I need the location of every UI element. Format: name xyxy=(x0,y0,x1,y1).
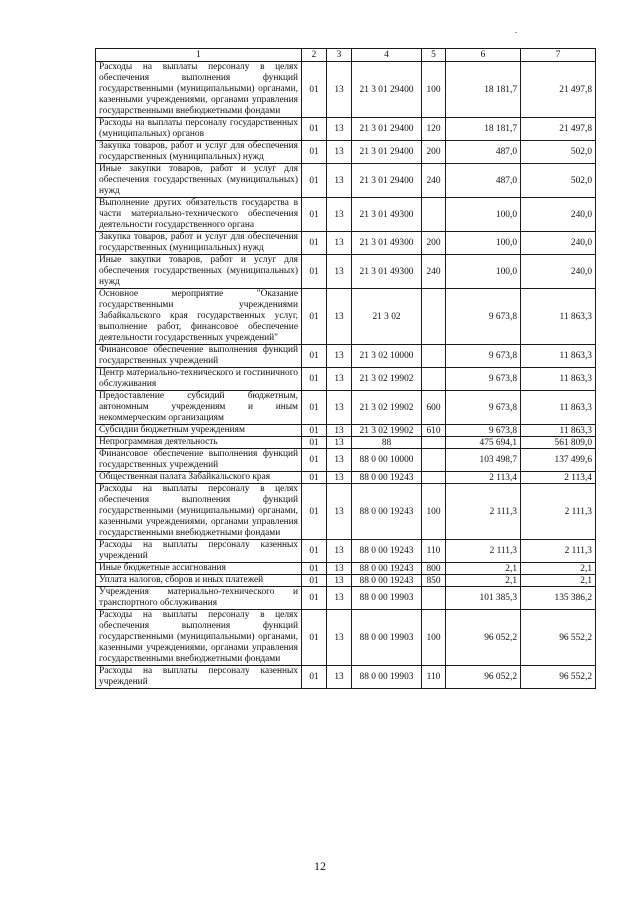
table-row xyxy=(96,425,596,437)
table-row xyxy=(96,198,596,232)
subsection-code: 13 xyxy=(327,484,352,540)
section-code: 01 xyxy=(302,255,327,289)
subsection-code: 13 xyxy=(327,118,352,141)
table-row xyxy=(96,391,596,425)
amount-column-7: 2,1 xyxy=(521,575,596,587)
section-code: 01 xyxy=(302,472,327,484)
expense-type-code: 100 xyxy=(422,62,446,118)
table-row xyxy=(96,563,596,575)
page-number: 12 xyxy=(314,859,326,873)
expense-name: Расходы на выплаты персоналу казенных учреждений xyxy=(96,666,302,689)
header-cell: 6 xyxy=(446,49,521,62)
amount-column-6: 101 385,3 xyxy=(446,587,521,610)
target-article-code: 21 3 01 49300 xyxy=(352,255,422,289)
amount-column-6: 2 111,3 xyxy=(446,484,521,540)
expense-type-code xyxy=(422,289,446,345)
amount-column-6: 2,1 xyxy=(446,563,521,575)
header-cell: 3 xyxy=(327,49,352,62)
expense-name: Субсидии бюджетным учреждениям xyxy=(96,425,302,437)
subsection-code: 13 xyxy=(327,255,352,289)
header-cell: 1 xyxy=(96,49,302,62)
expense-type-code xyxy=(422,587,446,610)
amount-column-7: 2 111,3 xyxy=(521,540,596,563)
table-row xyxy=(96,164,596,198)
section-code: 01 xyxy=(302,345,327,368)
amount-column-6: 18 181,7 xyxy=(446,62,521,118)
amount-column-6: 96 052,2 xyxy=(446,666,521,689)
target-article-code: 88 0 00 19243 xyxy=(352,540,422,563)
expense-type-code: 610 xyxy=(422,425,446,437)
expense-type-code: 200 xyxy=(422,141,446,164)
amount-column-6: 2,1 xyxy=(446,575,521,587)
amount-column-6: 9 673,8 xyxy=(446,391,521,425)
target-article-code: 88 xyxy=(352,437,422,449)
table-row xyxy=(96,449,596,472)
subsection-code: 13 xyxy=(327,666,352,689)
expense-type-code: 240 xyxy=(422,255,446,289)
expense-type-code xyxy=(422,437,446,449)
amount-column-6: 100,0 xyxy=(446,232,521,255)
amount-column-7: 240,0 xyxy=(521,198,596,232)
table-row xyxy=(96,437,596,449)
expense-type-code: 240 xyxy=(422,164,446,198)
subsection-code: 13 xyxy=(327,232,352,255)
expense-type-code xyxy=(422,198,446,232)
expense-type-code: 110 xyxy=(422,540,446,563)
amount-column-6: 475 694,1 xyxy=(446,437,521,449)
target-article-code: 21 3 02 19902 xyxy=(352,425,422,437)
section-code: 01 xyxy=(302,368,327,391)
amount-column-7: 21 497,8 xyxy=(521,118,596,141)
expense-type-code: 100 xyxy=(422,610,446,666)
subsection-code: 13 xyxy=(327,449,352,472)
table-row xyxy=(96,472,596,484)
expense-name: Финансовое обеспечение выполнения функций государственных учреждений xyxy=(96,449,302,472)
amount-column-7: 502,0 xyxy=(521,164,596,198)
amount-column-7: 561 809,0 xyxy=(521,437,596,449)
target-article-code: 21 3 02 10000 xyxy=(352,345,422,368)
target-article-code: 21 3 01 29400 xyxy=(352,141,422,164)
expense-name: Расходы на выплаты персоналу в целях обеспечения выполнения функций государственными (муниципальными) органами, казенными учреждениями, органами управления государственными внебюджетными фондами xyxy=(96,62,302,118)
table-row xyxy=(96,587,596,610)
expense-name: Основное мероприятие "Оказание государственными учреждениями Забайкальского края государственных услуг, выполнение работ, финансовое обеспечение деятельности государственных учреждений" xyxy=(96,289,302,345)
section-code: 01 xyxy=(302,232,327,255)
subsection-code: 13 xyxy=(327,368,352,391)
table-row xyxy=(96,345,596,368)
scan-speck xyxy=(515,32,517,33)
target-article-code: 88 0 00 19243 xyxy=(352,563,422,575)
expense-type-code: 110 xyxy=(422,666,446,689)
header-cell: 4 xyxy=(352,49,422,62)
table-row xyxy=(96,368,596,391)
target-article-code: 88 0 00 19243 xyxy=(352,472,422,484)
expense-name: Иные закупки товаров, работ и услуг для обеспечения государственных (муниципальных) нужд xyxy=(96,164,302,198)
subsection-code: 13 xyxy=(327,345,352,368)
amount-column-7: 137 499,6 xyxy=(521,449,596,472)
expense-name: Закупка товаров, работ и услуг для обеспечения государственных (муниципальных) нужд xyxy=(96,141,302,164)
target-article-code: 21 3 02 19902 xyxy=(352,368,422,391)
amount-column-7: 11 863,3 xyxy=(521,368,596,391)
target-article-code: 88 0 00 19243 xyxy=(352,484,422,540)
table-row xyxy=(96,666,596,689)
table-row xyxy=(96,484,596,540)
target-article-code: 88 0 00 19243 xyxy=(352,575,422,587)
amount-column-6: 487,0 xyxy=(446,141,521,164)
amount-column-7: 96 552,2 xyxy=(521,610,596,666)
expense-name: Уплата налогов, сборов и иных платежей xyxy=(96,575,302,587)
amount-column-7: 2 113,4 xyxy=(521,472,596,484)
table-header-row xyxy=(96,49,596,62)
section-code: 01 xyxy=(302,289,327,345)
target-article-code: 88 0 00 10000 xyxy=(352,449,422,472)
section-code: 01 xyxy=(302,666,327,689)
table-row xyxy=(96,255,596,289)
table-row xyxy=(96,289,596,345)
amount-column-6: 9 673,8 xyxy=(446,289,521,345)
amount-column-7: 11 863,3 xyxy=(521,391,596,425)
subsection-code: 13 xyxy=(327,610,352,666)
expense-name: Иные закупки товаров, работ и услуг для обеспечения государственных (муниципальных) нужд xyxy=(96,255,302,289)
amount-column-7: 11 863,3 xyxy=(521,289,596,345)
amount-column-6: 487,0 xyxy=(446,164,521,198)
target-article-code: 21 3 01 29400 xyxy=(352,164,422,198)
expense-type-code: 600 xyxy=(422,391,446,425)
section-code: 01 xyxy=(302,391,327,425)
subsection-code: 13 xyxy=(327,587,352,610)
expense-type-code: 120 xyxy=(422,118,446,141)
expense-type-code: 850 xyxy=(422,575,446,587)
table-row xyxy=(96,232,596,255)
expense-name: Расходы на выплаты персоналу казенных учреждений xyxy=(96,540,302,563)
target-article-code: 88 0 00 19903 xyxy=(352,587,422,610)
amount-column-7: 96 552,2 xyxy=(521,666,596,689)
subsection-code: 13 xyxy=(327,425,352,437)
expense-type-code: 800 xyxy=(422,563,446,575)
amount-column-6: 100,0 xyxy=(446,255,521,289)
expense-name: Выполнение других обязательств государства в части материально-технического обеспечения деятельности государственного органа xyxy=(96,198,302,232)
table-row xyxy=(96,540,596,563)
section-code: 01 xyxy=(302,540,327,563)
table-row xyxy=(96,610,596,666)
subsection-code: 13 xyxy=(327,289,352,345)
subsection-code: 13 xyxy=(327,141,352,164)
expense-name: Закупка товаров, работ и услуг для обеспечения государственных (муниципальных) нужд xyxy=(96,232,302,255)
section-code: 01 xyxy=(302,484,327,540)
amount-column-7: 240,0 xyxy=(521,255,596,289)
expense-name: Центр материально-технического и гостиничного обслуживания xyxy=(96,368,302,391)
section-code: 01 xyxy=(302,198,327,232)
section-code: 01 xyxy=(302,425,327,437)
expense-name: Расходы на выплаты персоналу государственных (муниципальных) органов xyxy=(96,118,302,141)
amount-column-6: 103 498,7 xyxy=(446,449,521,472)
expense-name: Расходы на выплаты персоналу в целях обеспечения выполнения функций государственными (муниципальными) органами, казенными учреждениями, органами управления государственными внебюджетными фондами xyxy=(96,610,302,666)
amount-column-6: 9 673,8 xyxy=(446,345,521,368)
subsection-code: 13 xyxy=(327,472,352,484)
amount-column-7: 21 497,8 xyxy=(521,62,596,118)
target-article-code: 21 3 02 19902 xyxy=(352,391,422,425)
target-article-code: 21 3 01 29400 xyxy=(352,118,422,141)
table-row xyxy=(96,141,596,164)
expense-type-code xyxy=(422,472,446,484)
amount-column-6: 9 673,8 xyxy=(446,368,521,391)
expense-type-code xyxy=(422,368,446,391)
subsection-code: 13 xyxy=(327,540,352,563)
subsection-code: 13 xyxy=(327,563,352,575)
expense-name: Общественная палата Забайкальского края xyxy=(96,472,302,484)
table-row xyxy=(96,575,596,587)
amount-column-6: 9 673,8 xyxy=(446,425,521,437)
section-code: 01 xyxy=(302,587,327,610)
header-cell: 7 xyxy=(521,49,596,62)
amount-column-6: 18 181,7 xyxy=(446,118,521,141)
section-code: 01 xyxy=(302,449,327,472)
target-article-code: 21 3 01 29400 xyxy=(352,62,422,118)
table-body xyxy=(96,62,596,689)
expense-name: Финансовое обеспечение выполнения функций государственных учреждений xyxy=(96,345,302,368)
amount-column-6: 96 052,2 xyxy=(446,610,521,666)
header-cell: 5 xyxy=(422,49,446,62)
target-article-code: 21 3 02 xyxy=(352,289,422,345)
subsection-code: 13 xyxy=(327,391,352,425)
subsection-code: 13 xyxy=(327,62,352,118)
amount-column-7: 502,0 xyxy=(521,141,596,164)
target-article-code: 88 0 00 19903 xyxy=(352,666,422,689)
section-code: 01 xyxy=(302,563,327,575)
section-code: 01 xyxy=(302,610,327,666)
expense-name: Иные бюджетные ассигнования xyxy=(96,563,302,575)
section-code: 01 xyxy=(302,141,327,164)
subsection-code: 13 xyxy=(327,164,352,198)
amount-column-6: 2 111,3 xyxy=(446,540,521,563)
subsection-code: 13 xyxy=(327,198,352,232)
subsection-code: 13 xyxy=(327,437,352,449)
expense-name: Учреждения материально-технического и транспортного обслуживания xyxy=(96,587,302,610)
budget-table xyxy=(95,48,596,689)
amount-column-7: 2,1 xyxy=(521,563,596,575)
section-code: 01 xyxy=(302,437,327,449)
target-article-code: 88 0 00 19903 xyxy=(352,610,422,666)
amount-column-7: 135 386,2 xyxy=(521,587,596,610)
expense-name: Предоставление субсидий бюджетным, автономным учреждениям и иным некоммерческим организациям xyxy=(96,391,302,425)
target-article-code: 21 3 01 49300 xyxy=(352,232,422,255)
expense-type-code: 200 xyxy=(422,232,446,255)
header-cell: 2 xyxy=(302,49,327,62)
section-code: 01 xyxy=(302,164,327,198)
expense-type-code xyxy=(422,345,446,368)
subsection-code: 13 xyxy=(327,575,352,587)
amount-column-7: 11 863,3 xyxy=(521,345,596,368)
amount-column-7: 240,0 xyxy=(521,232,596,255)
expense-type-code: 100 xyxy=(422,484,446,540)
amount-column-7: 2 111,3 xyxy=(521,484,596,540)
expense-type-code xyxy=(422,449,446,472)
table-row xyxy=(96,118,596,141)
section-code: 01 xyxy=(302,62,327,118)
target-article-code: 21 3 01 49300 xyxy=(352,198,422,232)
table-row xyxy=(96,62,596,118)
amount-column-6: 2 113,4 xyxy=(446,472,521,484)
expense-name: Расходы на выплаты персоналу в целях обеспечения выполнения функций государственными (муниципальными) органами, казенными учреждениями, органами управления государственными внебюджетными фондами xyxy=(96,484,302,540)
expense-name: Непрограммная деятельность xyxy=(96,437,302,449)
amount-column-6: 100,0 xyxy=(446,198,521,232)
section-code: 01 xyxy=(302,118,327,141)
amount-column-7: 11 863,3 xyxy=(521,425,596,437)
section-code: 01 xyxy=(302,575,327,587)
